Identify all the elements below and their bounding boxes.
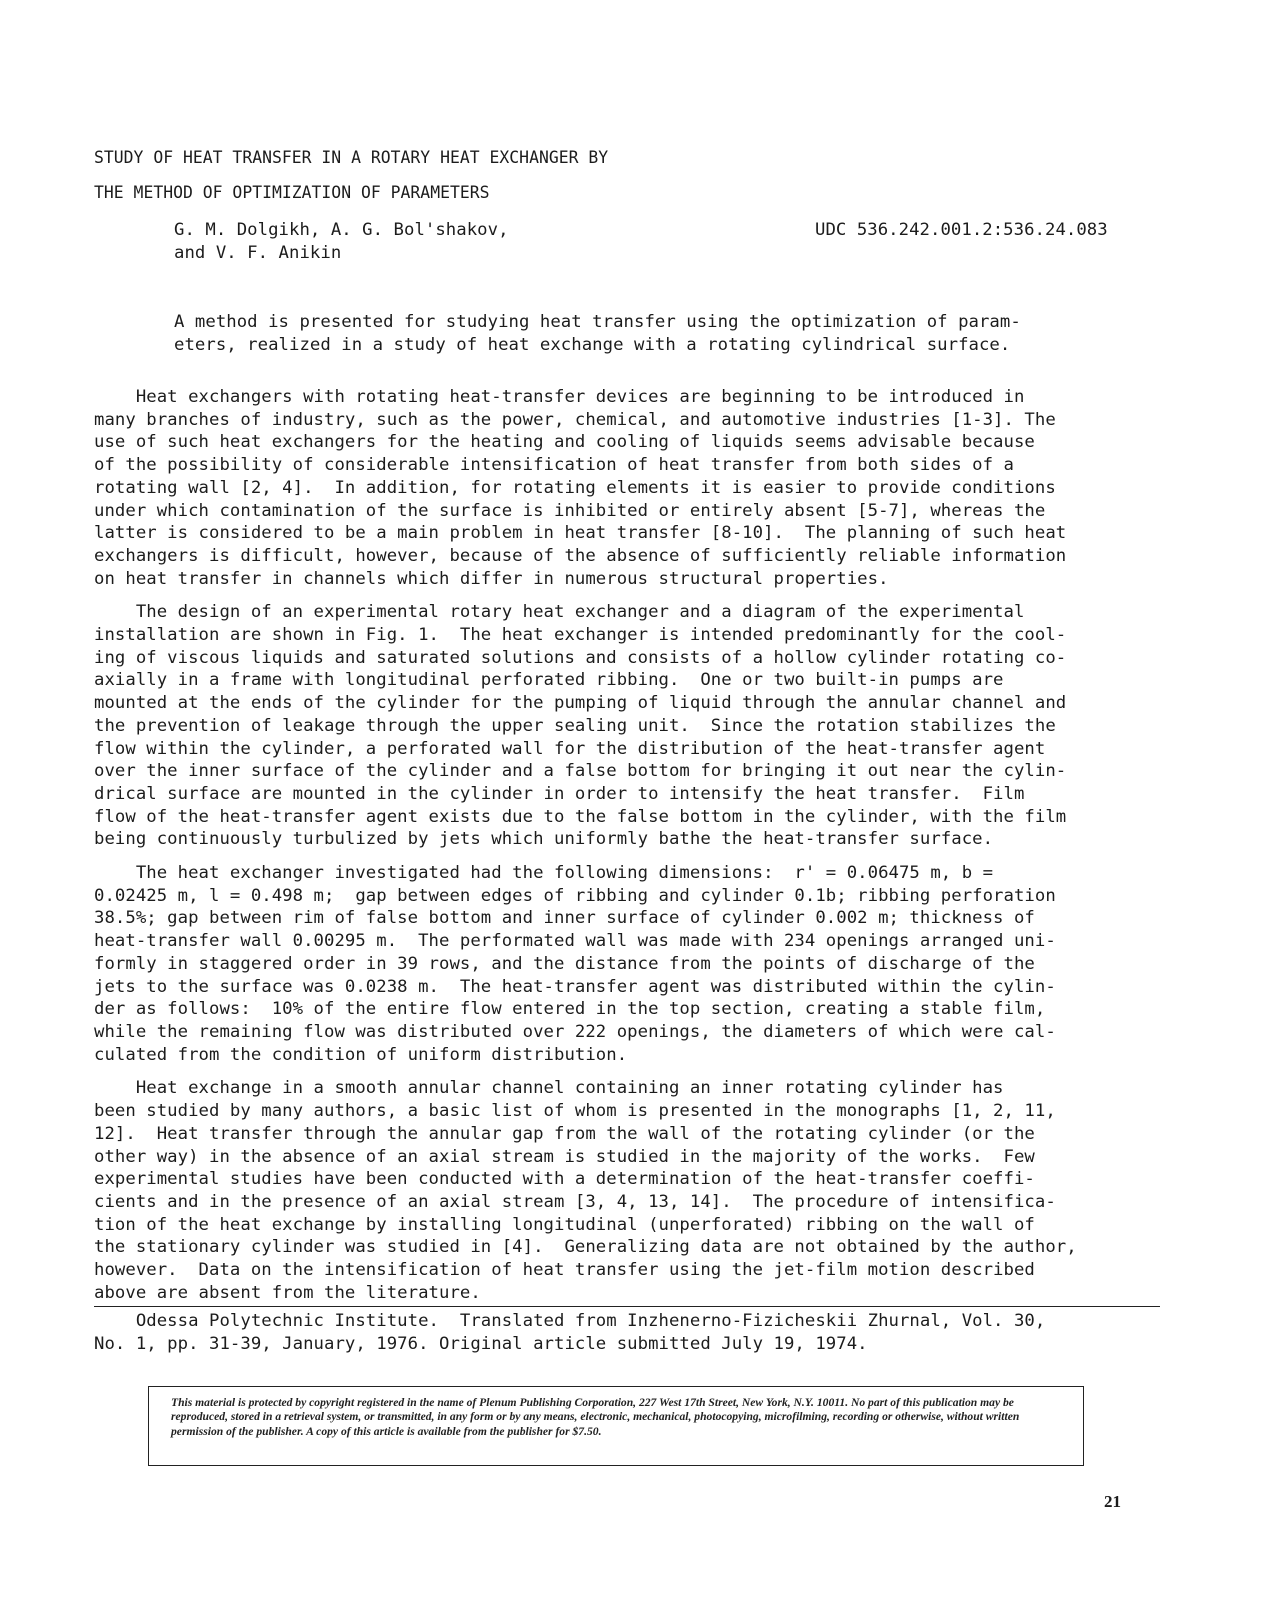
authors-line-2: and V. F. Anikin [174, 242, 342, 263]
text-line: flow within the cylinder, a perforated wall for the distribution of the heat-transfer agent [94, 738, 1046, 759]
abstract-line: A method is presented for studying heat transfer using the optimization of param- [174, 312, 1021, 332]
title-line-1: STUDY OF HEAT TRANSFER IN A ROTARY HEAT EXCHANGER BY [94, 148, 609, 167]
text-line: tion of the heat exchange by installing longitudinal (unperforated) ribbing on the wall of [94, 1214, 1035, 1235]
paragraph-2 [94, 601, 1164, 851]
text-line: installation are shown in Fig. 1. The heat exchanger is intended predominantly for the cool- [94, 625, 1067, 646]
paper-title [94, 140, 994, 210]
affiliation-line: Odessa Polytechnic Institute. Translated from Inzhenerno-Fizicheskii Zhurnal, Vol. 30, [94, 1311, 1046, 1331]
author-list [174, 219, 674, 264]
paragraph-4 [94, 1077, 1164, 1304]
text-line: heat-transfer wall 0.00295 m. The performated wall was made with 234 openings arranged uni- [94, 931, 1056, 952]
text-line: exchangers is difficult, however, because of the absence of sufficiently reliable information [94, 545, 1067, 566]
page-number: 21 [1104, 1492, 1121, 1511]
abstract [174, 311, 1124, 356]
text-line: 38.5%; gap between rim of false bottom and inner surface of cylinder 0.002 m; thickness of [94, 908, 1035, 929]
authors-line-1: G. M. Dolgikh, A. G. Bol'shakov, [174, 220, 509, 240]
text-line: the prevention of leakage through the upper sealing unit. Since the rotation stabilizes the [94, 715, 1056, 736]
text-line: however. Data on the intensification of heat transfer using the jet-film motion described [94, 1260, 1035, 1281]
text-line: of the possibility of considerable intensification of heat transfer from both sides of a [94, 455, 1014, 476]
text-line: The design of an experimental rotary heat exchanger and a diagram of the experimental [94, 602, 1025, 623]
affiliation-footnote [94, 1310, 1164, 1355]
text-line: been studied by many authors, a basic list of whom is presented in the monographs [1, 2, 11, [94, 1101, 1056, 1122]
footnote-divider [94, 1306, 1160, 1307]
text-line: latter is considered to be a main problem in heat transfer [8-10]. The planning of such heat [94, 523, 1067, 544]
text-line: while the remaining flow was distributed over 222 openings, the diameters of which were cal- [94, 1021, 1056, 1042]
text-line: ing of viscous liquids and saturated solutions and consists of a hollow cylinder rotating co- [94, 647, 1067, 668]
text-line: the stationary cylinder was studied in [4]. Generalizing data are not obtained by the author, [94, 1237, 1077, 1258]
text-line: mounted at the ends of the cylinder for the pumping of liquid through the annular channel and [94, 693, 1067, 714]
text-line: other way) in the absence of an axial stream is studied in the majority of the works. Few [94, 1146, 1035, 1167]
copyright-notice: This material is protected by copyright registered in the name of Plenum Publishing Corporation, 227 West 17th Street, New York, N.Y. 10011. No part of this publication may be reproduced, stored in a retrieval system, or transmitted, in any form or by any means, electronic, mechanical, photocopying, microfilming, recording or otherwise, without written permission of the publisher. A copy of this article is available from the publisher for $7.50. [171, 1396, 1020, 1438]
text-line: many branches of industry, such as the power, chemical, and automotive industries [1-3]. The [94, 409, 1056, 430]
paragraph-3 [94, 862, 1164, 1066]
affiliation-line: No. 1, pp. 31-39, January, 1976. Original article submitted July 19, 1974. [94, 1333, 868, 1354]
text-line: rotating wall [2, 4]. In addition, for rotating elements it is easier to provide conditions [94, 477, 1056, 498]
title-line-2: THE METHOD OF OPTIMIZATION OF PARAMETERS [94, 183, 490, 202]
text-line: experimental studies have been conducted with a determination of the heat-transfer coeffi- [94, 1169, 1035, 1190]
text-line: der as follows: 10% of the entire flow entered in the top section, creating a stable film, [94, 999, 1046, 1020]
text-line: on heat transfer in channels which differ in numerous structural properties. [94, 568, 889, 589]
text-line: axially in a frame with longitudinal perforated ribbing. One or two built-in pumps are [94, 670, 1004, 691]
body-text [94, 386, 1164, 1315]
text-line: drical surface are mounted in the cylinder in order to intensify the heat transfer. Film [94, 783, 1025, 804]
text-line: over the inner surface of the cylinder and a false bottom for bringing it out near the cylin- [94, 761, 1067, 782]
text-line: jets to the surface was 0.0238 m. The heat-transfer agent was distributed within the cylin- [94, 976, 1056, 997]
text-line: cients and in the presence of an axial stream [3, 4, 13, 14]. The procedure of intensifica- [94, 1191, 1056, 1212]
text-line: formly in staggered order in 39 rows, and the distance from the points of discharge of the [94, 953, 1035, 974]
text-line: Heat exchange in a smooth annular channel containing an inner rotating cylinder has [94, 1078, 1004, 1099]
text-line: Heat exchangers with rotating heat-transfer devices are beginning to be introduced in [94, 387, 1025, 407]
udc-code: UDC 536.242.001.2:536.24.083 [815, 220, 1108, 240]
text-line: being continuously turbulized by jets which uniformly bathe the heat-transfer surface. [94, 829, 994, 850]
text-line: use of such heat exchangers for the heating and cooling of liquids seems advisable because [94, 432, 1035, 453]
paragraph-1 [94, 386, 1164, 590]
text-line: 0.02425 m, l = 0.498 m; gap between edges of ribbing and cylinder 0.1b; ribbing perforation [94, 885, 1056, 906]
text-line: under which contamination of the surface is inhibited or entirely absent [5-7], whereas the [94, 500, 1046, 521]
copyright-notice-box [148, 1386, 1084, 1466]
text-line: The heat exchanger investigated had the following dimensions: r' = 0.06475 m, b = [94, 863, 994, 884]
text-line: above are absent from the literature. [94, 1282, 481, 1303]
text-line: culated from the condition of uniform distribution. [94, 1044, 628, 1065]
text-line: flow of the heat-transfer agent exists due to the false bottom in the cylinder, with the film [94, 806, 1067, 827]
text-line: 12]. Heat transfer through the annular gap from the wall of the rotating cylinder (or the [94, 1123, 1035, 1144]
abstract-line: eters, realized in a study of heat exchange with a rotating cylindrical surface. [174, 334, 1011, 355]
